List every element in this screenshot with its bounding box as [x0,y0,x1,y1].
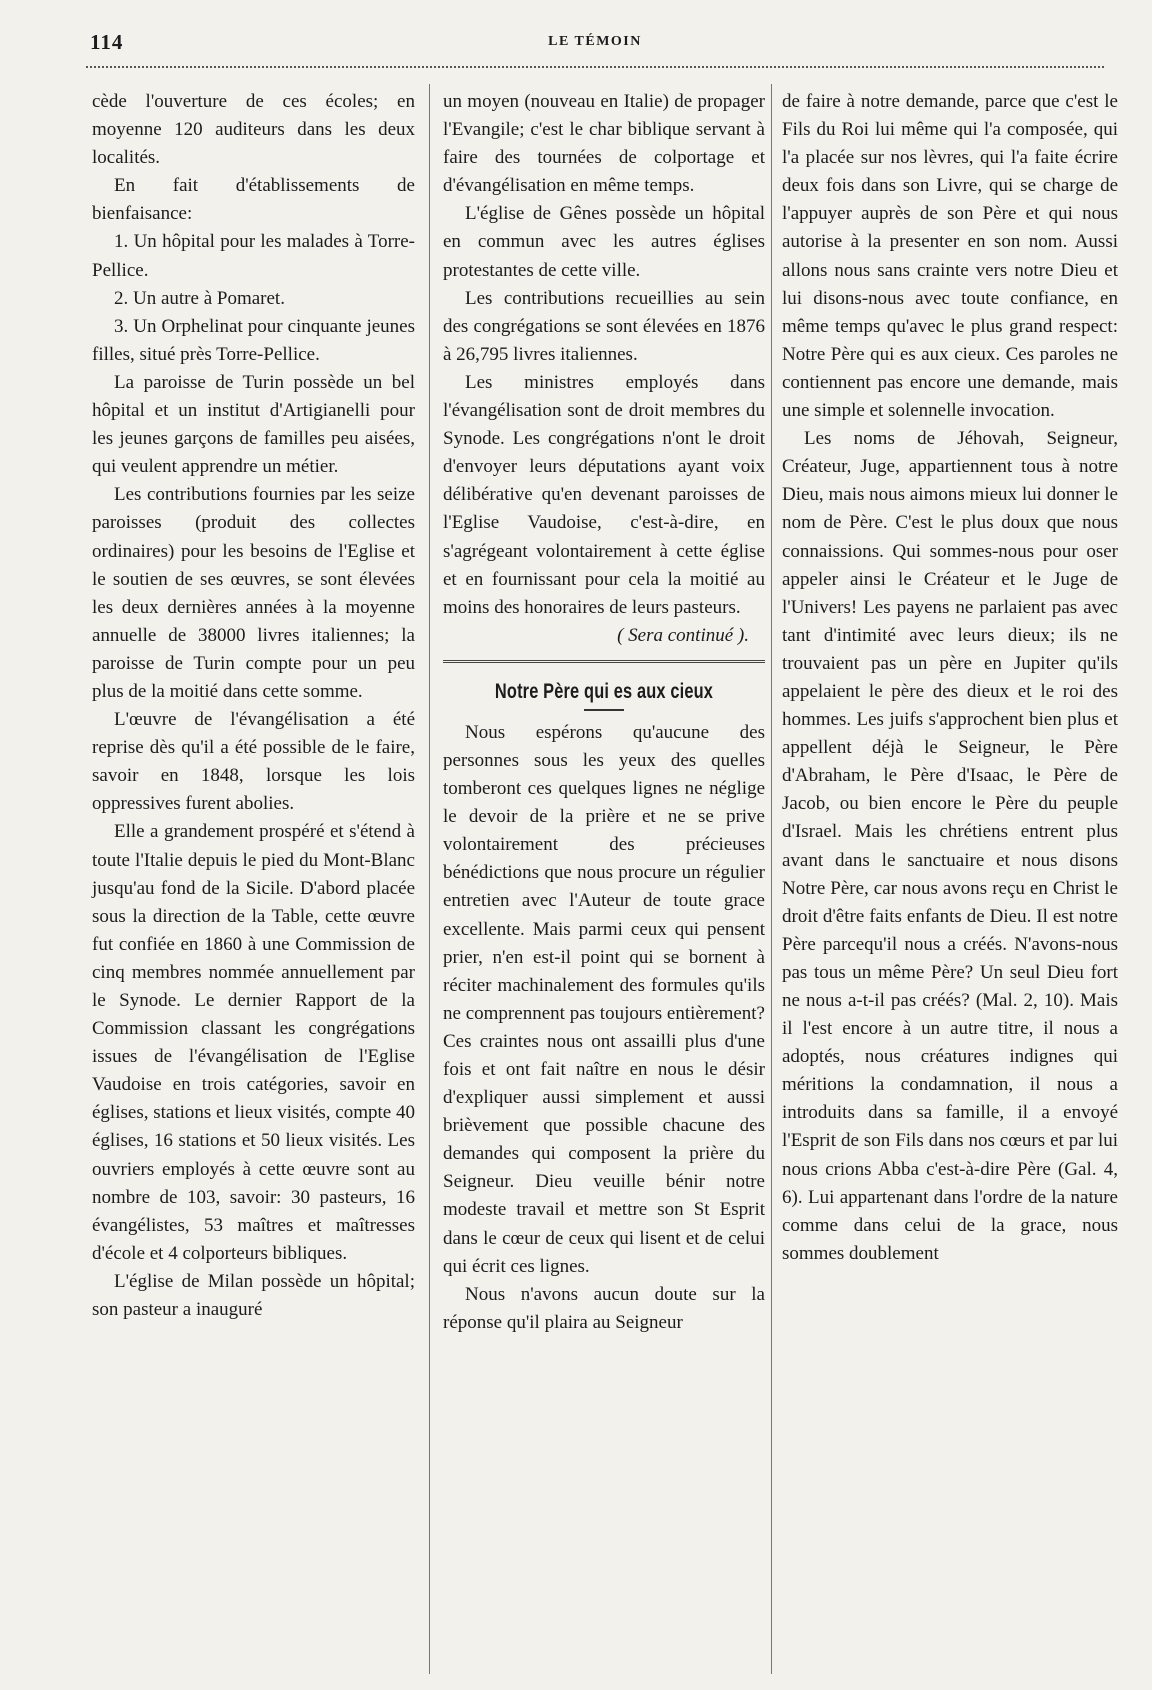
paragraph: Les contributions fournies par les seize paroisses (produit des collectes ordinaires) pour les besoins de l'Eglise et le soutien de ses œuvres, se sont élevées les deux dernières années à la moyenne annuelle de 38000 livres italiennes; la paroisse de Turin compte pour un peu plus de la moitié dans cette somme. [92,484,415,702]
page-header [90,28,1100,64]
paragraph: un moyen (nouveau en Italie) de propager l'Evangile; c'est le char biblique servant à faire des tournées de colportage et d'évangélisation en même temps. [443,91,765,197]
paragraph: En fait d'établissements de bienfaisance: [92,175,415,225]
column-divider [771,84,772,1674]
article-separator [443,660,765,663]
paragraph: Les noms de Jéhovah, Seigneur, Créateur, Juge, appartiennent tous à notre Dieu, mais nous aimons mieux lui donner le nom de Père. C'est le plus doux que nous connaissions. Qui sommes-nous pour oser appeler ainsi le Créateur et le Juge de l'Univers! Les payens ne parlaient pas avec tant d'intimité avec leurs dieux; ils ne trouvaient pas un père en Jupiter qu'ils appelaient le père des dieux et le roi des hommes. Les juifs s'approchent bien plus et appellent déjà le Seigneur, le Père d'Abraham, le Père d'Isaac, le Père de Jacob, ou bien encore le Père du peuple d'Israel. Mais les chrétiens entrent plus avant dans le sanctuaire et nous disons Notre Père, car nous avons reçu en Christ le droit d'être faits enfants de Dieu. Il est notre Père parcequ'il nous a créés. N'avons-nous pas tous un même Père? Un seul Dieu fort ne nous a-t-il pas créés? (Mal. 2, 10). Mais il l'est encore à un autre titre, il nous a adoptés, nous créatures indignes qui méritions la condamnation, il nous a introduits dans sa famille, il a envoyé l'Esprit de son Fils dans nos cœurs et par lui nous crions Abba c'est-à-dire Père (Gal. 4, 6). Lui appartenant dans l'ordre de la nature comme dans celui de la grace, nous sommes doublement [782,428,1118,1264]
paragraph: Elle a grandement prospéré et s'étend à toute l'Italie depuis le pied du Mont-Blanc jusqu'au fond de la Sicile. D'abord placée sous la direction de la Table, cette œuvre fut confiée en 1860 à une Commission de cinq membres nommée annuellement par le Synode. Le dernier Rapport de la Commission classant les congrégations issues de l'évangélisation de l'Eglise Vaudoise en trois catégories, savoir en églises, stations et lieux visités, compte 40 églises, 16 stations et 50 lieux visités. Les ouvriers employés à cette œuvre sont au nombre de 103, savoir: 30 pasteurs, 16 évangélistes, 53 maîtres et maîtresses d'école et 4 colporteurs bibliques. [92,821,415,1264]
article-title: Notre Père qui es aux cieux [494,679,714,703]
column-2 [443,88,765,1337]
column-divider [429,84,430,1674]
paragraph: L'église de Gênes possède un hôpital en commun avec les autres églises protestantes de cette ville. [443,203,765,281]
paragraph: Les contributions recueillies au sein des congrégations se sont élevées en 1876 à 26,795 livres italiennes. [443,287,765,365]
page-number: 114 [90,30,124,54]
list-item: 2. Un autre à Pomaret. [114,287,285,309]
paragraph: La paroisse de Turin possède un bel hôpital et un institut d'Artigianelli pour les jeunes garçons de familles peu aisées, qui veulent apprendre un métier. [92,371,415,478]
column-1 [92,88,415,1324]
column-3 [782,88,1118,1268]
paragraph: Nous espérons qu'aucune des personnes sous les yeux des quelles tomberont ces quelques lignes ne néglige le devoir de la prière et ne se prive volontairement des précieuses bénédictions que nous procure un régulier entretien avec l'Auteur de toute grace excellente. Mais parmi ceux qui pensent prier, n'en est-il point qui se bornent à réciter machinalement des formules qu'ils ne comprennent pas toujours entièrement? Ces craintes nous ont assailli plus d'une fois et ont fait naître en nous le désir d'expliquer aussi simplement et aussi brièvement que possible chacune des demandes qui composent la prière du Seigneur. Dieu veuille bénir notre modeste travail et mettre son St Esprit dans le cœur de ceux qui lisent et de celui qui écrit ces lignes. [443,721,765,1277]
list-item: 3. Un Orphelinat pour cinquante jeunes filles, situé près Torre-Pellice. [92,315,415,365]
paragraph: L'œuvre de l'évangélisation a été reprise dès qu'il a été possible de le faire, savoir en 1848, lorsque les lois oppressives furent abolies. [92,709,415,815]
paragraph: Nous n'avons aucun doute sur la réponse qu'il plaira au Seigneur [443,1283,765,1333]
list-item: 1. Un hôpital pour les malades à Torre-Pellice. [92,231,415,281]
paragraph: cède l'ouverture de ces écoles; en moyenne 120 auditeurs dans les deux localités. [92,91,415,169]
paragraph: Les ministres employés dans l'évangélisation sont de droit membres du Synode. Les congrégations n'ont le droit d'envoyer leurs députations ayant voix délibérative qu'en devenant paroisses de l'Eglise Vaudoise, c'est-à-dire, en s'agrégeant volontairement à cette église et en fournissant pour cela la moitié au moins des honoraires de leurs pasteurs. [443,371,765,618]
running-title: LE TÉMOIN [548,34,642,49]
title-dash [584,709,624,711]
paragraph: de faire à notre demande, parce que c'est le Fils du Roi lui même qui l'a composée, qui l'a placée sur nos lèvres, qui l'a faite écrire deux fois dans son Livre, qui se charge de l'appuyer auprès de son Père et qui nous autorise à la presenter en son nom. Aussi allons nous sans crainte vers notre Dieu et lui disons-nous avec toute confiance, en même temps qu'avec le plus grand respect: Notre Père qui es aux cieux. Ces paroles ne contiennent pas encore une demande, mais une simple et solennelle invocation. [782,91,1118,422]
continuation-note: ( Sera continué ). [617,624,749,646]
header-rule [86,66,1104,68]
paragraph: L'église de Milan possède un hôpital; son pasteur a inauguré [92,1270,415,1321]
